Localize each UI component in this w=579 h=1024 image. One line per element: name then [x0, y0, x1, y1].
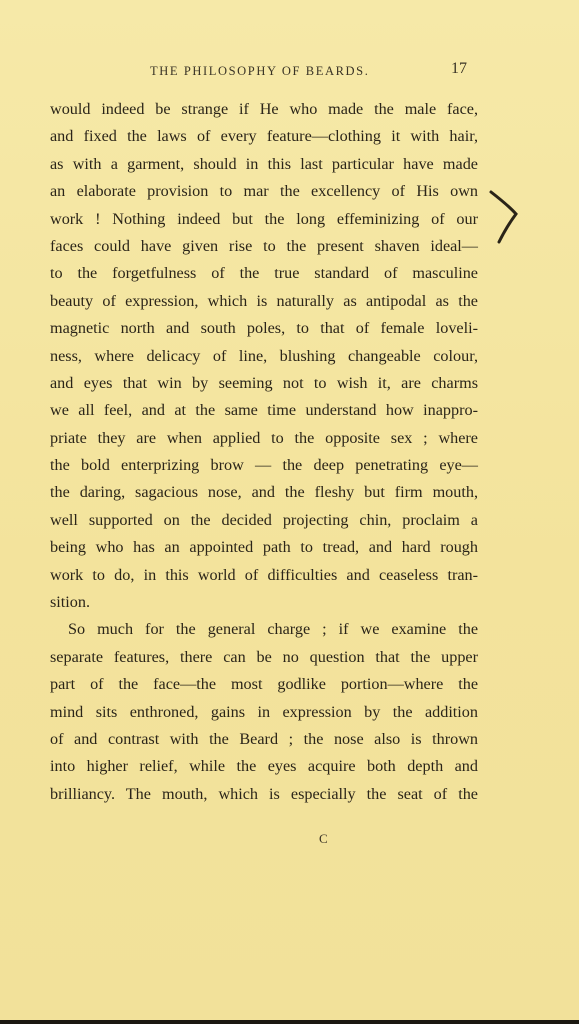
text-line: as with a garment, should in this last particular have made	[50, 154, 478, 173]
text-line: the bold enterprizing brow — the deep penetrating eye—	[50, 456, 478, 475]
text-line: the daring, sagacious nose, and the fleshy but firm mouth,	[50, 483, 478, 502]
page-number: 17	[451, 60, 467, 77]
text-line: separate features, there can be no question that the upper	[50, 647, 478, 666]
page-bottom-edge	[0, 1020, 579, 1024]
running-head	[0, 60, 579, 84]
text-line: beauty of expression, which is naturally as antipodal as the	[50, 291, 478, 310]
text-line: being who has an appointed path to tread, and hard rough	[50, 538, 478, 557]
text-line: an elaborate provision to mar the excellency of His own	[50, 182, 478, 201]
text-line: of and contrast with the Beard ; the nose also is thrown	[50, 729, 478, 748]
text-line: priate they are when applied to the opposite sex ; where	[50, 428, 478, 447]
body-text	[50, 96, 478, 808]
text-line: sition.	[50, 593, 91, 612]
text-line: work to do, in this world of difficulties and ceaseless tran-	[50, 565, 478, 584]
text-line: faces could have given rise to the present shaven ideal—	[50, 236, 478, 255]
text-line: to the forgetfulness of the true standard of masculine	[50, 264, 478, 283]
text-line: we all feel, and at the same time understand how inappro-	[50, 401, 478, 420]
text-line: and eyes that win by seeming not to wish it, are charms	[50, 373, 478, 392]
paragraph-first-line: So much for the general charge ; if we examine the	[68, 620, 478, 639]
text-line: magnetic north and south poles, to that of female loveli-	[50, 319, 478, 338]
text-line: well supported on the decided projecting chin, proclaim a	[50, 510, 478, 529]
signature-mark: C	[319, 831, 328, 846]
running-title: THE PHILOSOPHY OF BEARDS.	[150, 64, 370, 78]
text-line: work ! Nothing indeed but the long effeminizing of our	[50, 209, 478, 228]
text-line: into higher relief, while the eyes acquire both depth and	[50, 757, 478, 776]
text-line: ness, where delicacy of line, blushing changeable colour,	[50, 346, 478, 365]
text-line: part of the face—the most godlike portion—where the	[50, 675, 478, 694]
text-line: mind sits enthroned, gains in expression by the addition	[50, 702, 478, 721]
text-line: would indeed be strange if He who made the male face,	[50, 100, 478, 118]
text-line: and fixed the laws of every feature—clothing it with hair,	[50, 127, 478, 146]
margin-bracket-mark	[489, 186, 519, 248]
text-line: brilliancy. The mouth, which is especially the seat of the	[50, 784, 478, 803]
